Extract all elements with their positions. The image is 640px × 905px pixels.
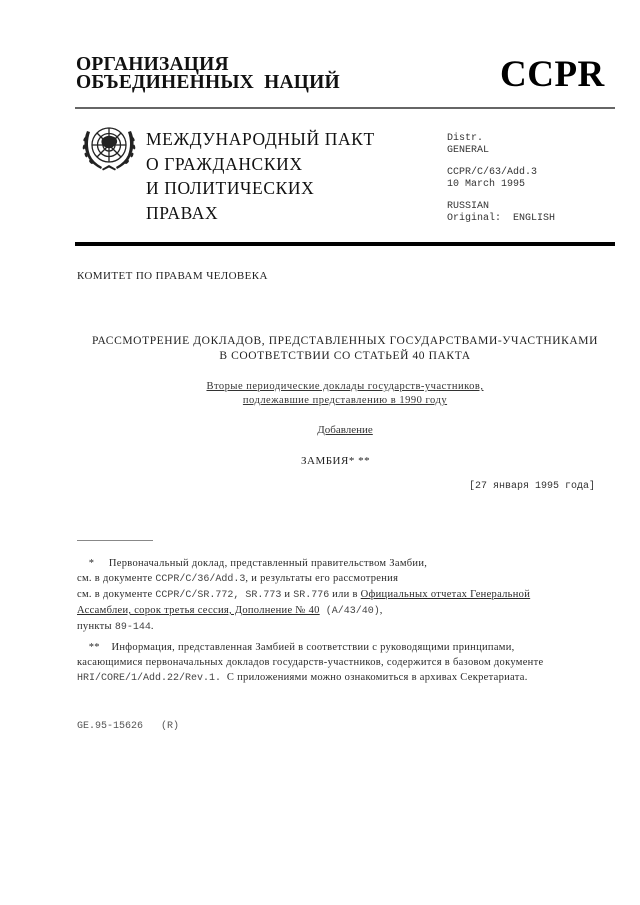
original-language: Original: ENGLISH — [447, 212, 556, 224]
covenant-line-2: О ГРАЖДАНСКИХ — [146, 153, 303, 174]
footnote-1-line-4: Ассамблеи, сорок третья сессия, Дополнение № 40 (A/43/40), — [77, 605, 383, 617]
covenant-title — [146, 127, 375, 225]
document-series-symbol: CCPR — [500, 54, 605, 95]
subtitle-line-2: подлежавшие представлению в 1990 году — [242, 395, 448, 406]
header-rule-thin — [75, 107, 615, 109]
doc-reference: HRI/CORE/1/Add.22/Rev.1. — [77, 673, 222, 684]
country-name: ЗАМБИЯ* ** — [301, 455, 371, 467]
addendum-label — [0, 424, 640, 436]
report-date: [27 января 1995 года] — [469, 481, 596, 492]
footnote-1-line-2: см. в документе CCPR/C/36/Add.3, и результаты его рассмотрения — [77, 573, 399, 585]
official-records-ref-cont: Ассамблеи, сорок третья сессия, Дополнение № 40 — [77, 605, 320, 616]
org-line-2: ОБЪЕДИНЕННЫХ НАЦИЙ — [76, 72, 340, 93]
document-title — [0, 334, 640, 363]
footnote-2-line-1: ** Информация, представленная Замбией в соответствии с руководящими принципами, — [77, 642, 515, 653]
covenant-line-1: МЕЖДУНАРОДНЫЙ ПАКТ — [146, 129, 375, 149]
doc-reference: CCPR/C/SR.772, SR.773 — [155, 590, 282, 601]
committee-name: КОМИТЕТ ПО ПРАВАМ ЧЕЛОВЕКА — [77, 270, 268, 282]
footnote-1-line-5: пункты 89-144. — [77, 621, 154, 633]
doc-reference: SR.776 — [293, 590, 330, 601]
document-symbol: CCPR/C/63/Add.3 — [447, 167, 538, 178]
title-line-2: В СООТВЕТСТВИИ СО СТАТЬЕЙ 40 ПАКТА — [219, 349, 471, 362]
un-emblem-icon — [78, 117, 140, 179]
title-line-1: РАССМОТРЕНИЕ ДОКЛАДОВ, ПРЕДСТАВЛЕННЫХ ГОСУДАРСТВАМИ-УЧАСТНИКАМИ — [91, 335, 599, 347]
official-records-ref: Официальных отчетах Генеральной — [360, 589, 531, 600]
document-language: RUSSIAN — [447, 201, 490, 212]
job-number: GE.95-15626 (R) — [77, 721, 180, 732]
footnote-2-line-3: HRI/CORE/1/Add.22/Rev.1. С приложениями можно ознакомиться в архивах Секретариата. — [77, 672, 528, 684]
footnote-separator — [77, 540, 153, 541]
document-date: 10 March 1995 — [447, 178, 526, 190]
distribution-value: GENERAL — [447, 144, 490, 156]
addendum-text: Добавление — [317, 424, 373, 436]
document-subtitle — [0, 380, 640, 408]
covenant-line-4: ПРАВАХ — [146, 202, 219, 223]
document-metadata — [447, 133, 555, 224]
distribution-label: Distr. — [447, 133, 484, 144]
doc-reference: CCPR/C/36/Add.3 — [155, 574, 246, 585]
footnote-2-line-2: касающимися первоначальных докладов государств-участников, содержится в базовом документе — [77, 657, 544, 668]
footnote-2 — [77, 640, 597, 686]
covenant-line-3: И ПОЛИТИЧЕСКИХ — [146, 178, 315, 198]
footnote-1 — [77, 556, 597, 635]
organization-name — [76, 56, 340, 92]
org-line-1: ОРГАНИЗАЦИЯ — [76, 54, 229, 75]
doc-reference: (A/43/40) — [319, 606, 380, 617]
header-rule-thick — [75, 242, 615, 246]
footnote-1-line-3: см. в документе CCPR/C/SR.772, SR.773 и SR.776 или в Официальных отчетах Генеральной — [77, 589, 531, 601]
footnote-1-line-1: * Первоначальный доклад, представленный правительством Замбии, — [77, 558, 428, 569]
subtitle-line-1: Вторые периодические доклады государств-участников, — [206, 381, 484, 392]
